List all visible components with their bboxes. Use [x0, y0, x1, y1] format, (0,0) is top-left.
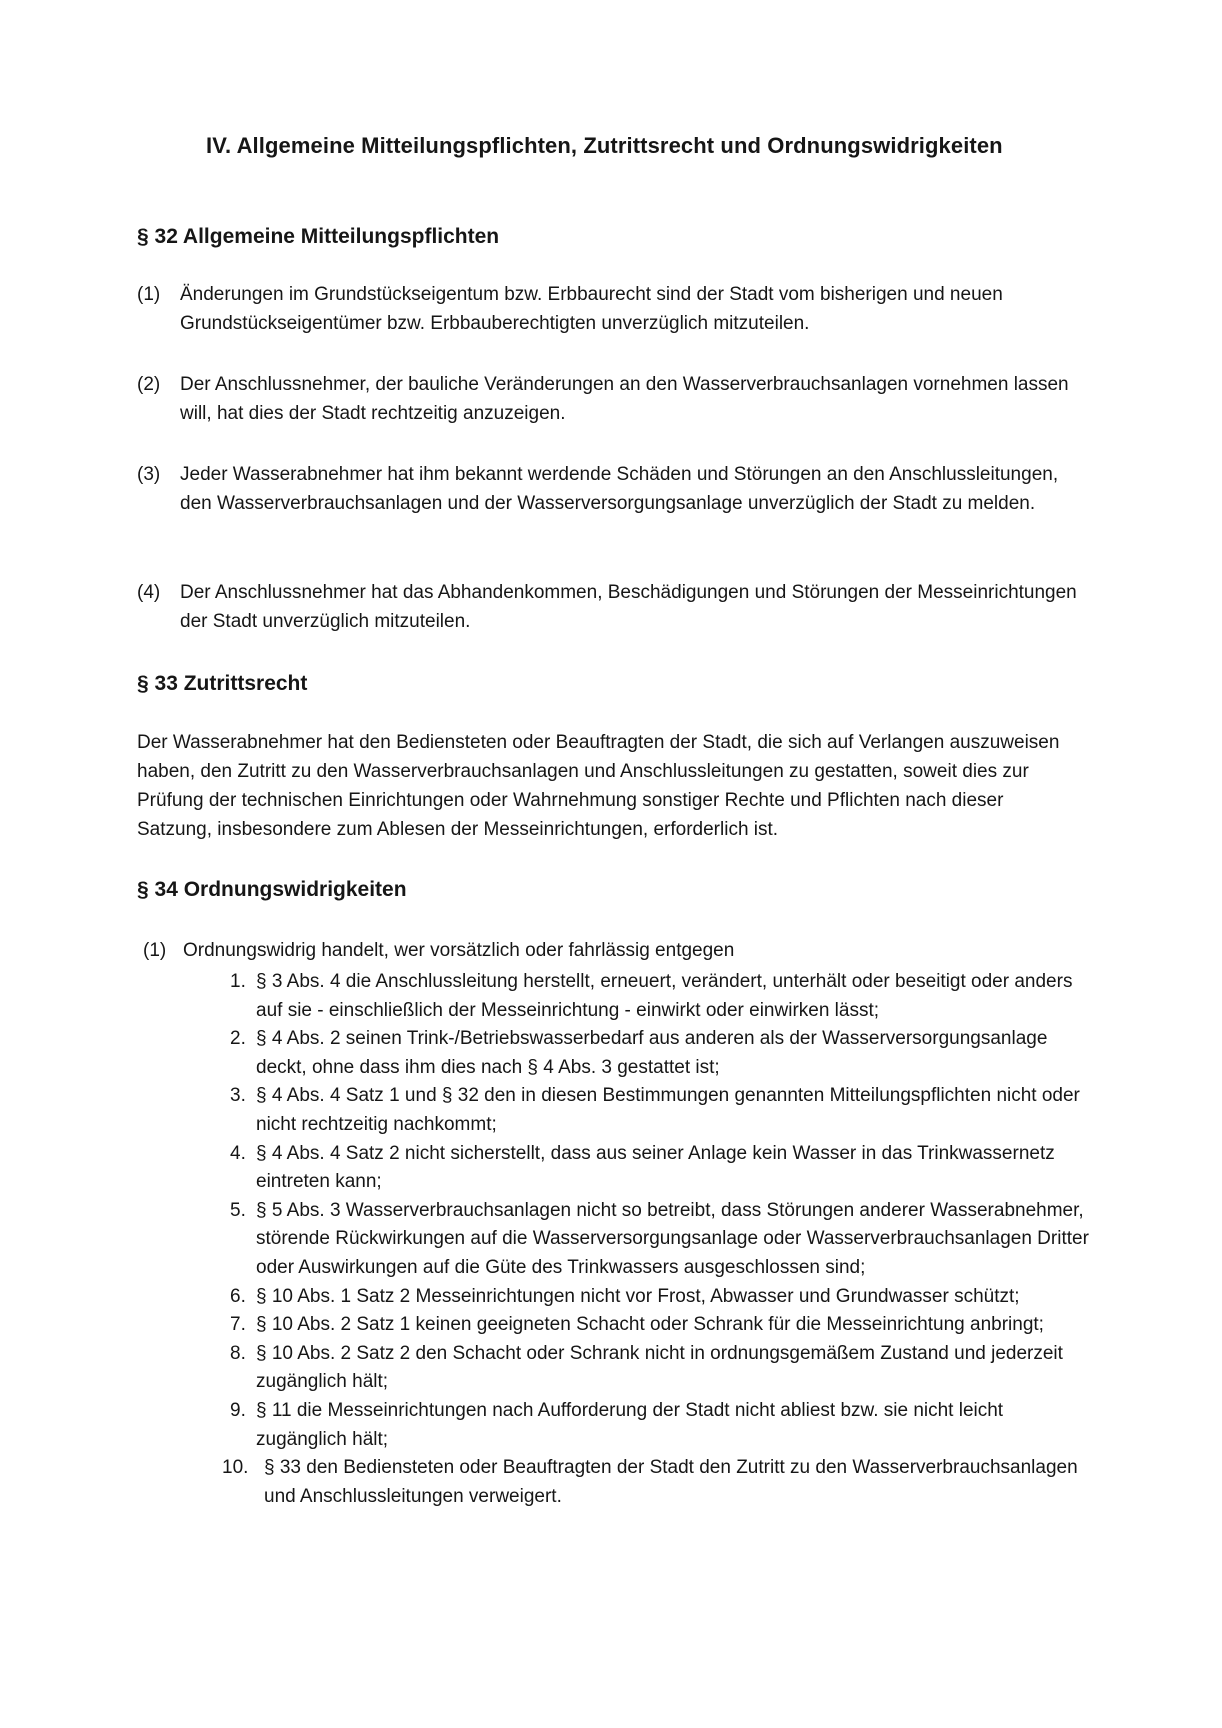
section-heading-33: § 33 Zutrittsrecht [137, 672, 308, 695]
list-item [230, 1311, 1090, 1340]
list-item-number: 7. [230, 1314, 246, 1336]
list-item-text: § 10 Abs. 2 Satz 1 keinen geeigneten Schacht oder Schrank für die Messeinrichtung anbringt; [256, 1314, 1044, 1336]
section-heading-32: § 32 Allgemeine Mitteilungspflichten [137, 225, 500, 248]
list-item-text: § 10 Abs. 1 Satz 2 Messeinrichtungen nicht vor Frost, Abwasser und Grundwasser schützt; [256, 1285, 1020, 1307]
paragraph-text: Ordnungswidrig handelt, wer vorsätzlich oder fahrlässig entgegen [183, 940, 735, 961]
list-item-text: § 4 Abs. 2 seinen Trink-/Betriebswasserbedarf aus anderen als der Wasserversorgungsanlage deckt, ohne dass ihm dies nach § 4 Abs. 3 gestattet ist; [256, 1028, 1048, 1078]
paragraph-text: Der Anschlussnehmer hat das Abhandenkommen, Beschädigungen und Störungen der Messeinrichtungen der Stadt unverzüglich mitzuteilen. [180, 582, 1077, 632]
paragraph-number: (2) [137, 374, 161, 395]
paragraph-33: Der Wasserabnehmer hat den Bediensteten oder Beauftragten der Stadt, die sich auf Verlangen auszuweisen haben, den Zutritt zu den Wasserverbrauchsanlagen und Anschlussleitungen zu gestatten, soweit dies zur Prüfung der technischen Einrichtungen oder Wahrnehmung sonstiger Rechte und Pflichten nach dieser Satzung, insbesondere zum Ablesen der Messeinrichtungen, erforderlich ist. [137, 732, 1060, 840]
list-item-number: 6. [230, 1285, 246, 1307]
paragraph-34-1 [143, 937, 1083, 965]
paragraph-text: Der Anschlussnehmer, der bauliche Veränderungen an den Wasserverbrauchsanlagen vornehmen lassen will, hat dies der Stadt rechtzeitig anzuzeigen. [180, 374, 1069, 424]
list-item-number: 4. [230, 1142, 246, 1164]
paragraph-text: Änderungen im Grundstückseigentum bzw. Erbbaurecht sind der Stadt vom bisherigen und neuen Grundstückseigentümer bzw. Erbbauberechtigten unverzüglich mitzuteilen. [180, 284, 1003, 334]
list-item-text: § 3 Abs. 4 die Anschlussleitung herstellt, erneuert, verändert, unterhält oder beseitigt oder anders auf sie - einschließlich der Messeinrichtung - einwirkt oder einwirken lässt; [256, 971, 1073, 1021]
paragraph-number: (1) [137, 284, 161, 305]
paragraph-32-2 [137, 370, 1077, 428]
chapter-heading: IV. Allgemeine Mitteilungspflichten, Zutrittsrecht und Ordnungswidrigkeiten [206, 133, 1003, 158]
paragraph-number: (1) [143, 940, 167, 961]
list-item-text: § 10 Abs. 2 Satz 2 den Schacht oder Schrank nicht in ordnungsgemäßem Zustand und jederzeit zugänglich hält; [256, 1342, 1063, 1393]
list-item [222, 1454, 1090, 1511]
list-item-text: § 11 die Messeinrichtungen nach Aufforderung der Stadt nicht abliest bzw. sie nicht leicht zugänglich hält; [256, 1399, 1004, 1450]
list-item [230, 1082, 1090, 1139]
section-heading-34: § 34 Ordnungswidrigkeiten [137, 878, 407, 901]
paragraph-text: Jeder Wasserabnehmer hat ihm bekannt werdende Schäden und Störungen an den Anschlussleitungen, den Wasserverbrauchsanlagen und der Wasserversorgungsanlage unverzüglich der Stadt zu melden. [180, 464, 1059, 514]
offence-list [222, 968, 1090, 1511]
list-item-text: § 4 Abs. 4 Satz 1 und § 32 den in diesen Bestimmungen genannten Mitteilungspflichten nicht oder nicht rechtzeitig nachkommt; [256, 1085, 1080, 1135]
list-item [230, 1283, 1090, 1312]
list-item-number: 10. [222, 1457, 249, 1479]
list-item-number: 1. [230, 971, 246, 992]
paragraph-number: (3) [137, 464, 161, 485]
list-item [230, 1197, 1090, 1283]
list-item-number: 2. [230, 1028, 246, 1050]
list-item [230, 968, 1090, 1025]
list-item-text: § 4 Abs. 4 Satz 2 nicht sicherstellt, dass aus seiner Anlage kein Wasser in das Trinkwassernetz eintreten kann; [256, 1142, 1055, 1193]
list-item [230, 1140, 1090, 1197]
paragraph-32-3 [137, 460, 1077, 518]
paragraph-32-1 [137, 280, 1077, 338]
list-item-text: § 33 den Bediensteten oder Beauftragten der Stadt den Zutritt zu den Wasserverbrauchsanlagen und Anschlussleitungen verweigert. [264, 1457, 1078, 1507]
list-item [230, 1025, 1090, 1082]
list-item-number: 5. [230, 1199, 246, 1221]
paragraph-32-4 [137, 578, 1077, 636]
list-item-number: 3. [230, 1085, 246, 1107]
list-item-number: 8. [230, 1342, 246, 1364]
list-item-number: 9. [230, 1399, 246, 1421]
list-item-text: § 5 Abs. 3 Wasserverbrauchsanlagen nicht so betreibt, dass Störungen anderer Wasserabnehmer, störende Rückwirkungen auf die Wasserversorgungsanlage oder Wasserverbrauchsanlagen Dritter oder Auswirkungen auf die Güte des Trinkwassers ausgeschlossen sind; [256, 1199, 1089, 1278]
list-item [230, 1397, 1090, 1454]
paragraph-number: (4) [137, 582, 161, 603]
list-item [230, 1340, 1090, 1397]
